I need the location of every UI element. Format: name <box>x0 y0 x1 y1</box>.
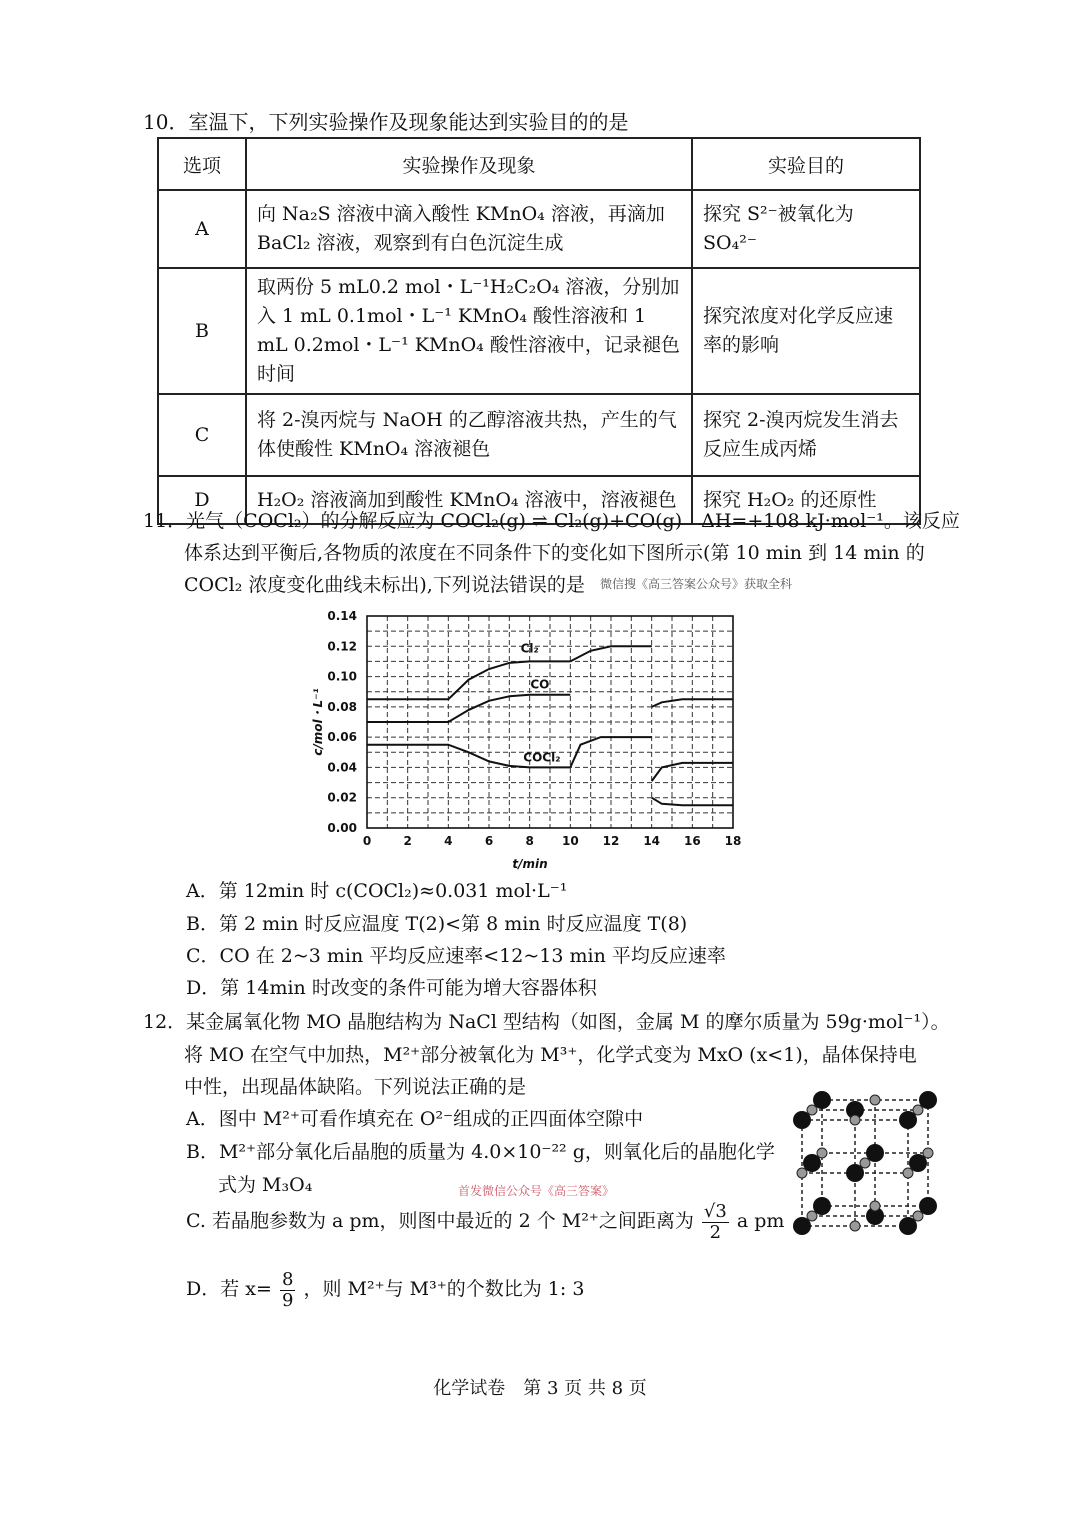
y-tick-label: 0.02 <box>327 790 357 805</box>
q11-option-d: D．第 14min 时改变的条件可能为增大容器体积 <box>186 977 597 999</box>
x-tick-label: 14 <box>643 834 661 848</box>
x-tick-label: 0 <box>362 834 372 848</box>
q11-line1: 11．光气（COCl₂）的分解反应为 COCl₂(g) ⇌ Cl₂(g)+CO(g) ΔH=+108 kJ·mol⁻¹。该反应 <box>143 510 960 532</box>
row-aim: 探究浓度对化学反应速率的影响 <box>692 268 920 394</box>
x-tick-label: 10 <box>561 834 579 848</box>
q12-option-b-line1: B．M²⁺部分氧化后晶胞的质量为 4.0×10⁻²² g，则氧化后的晶胞化学 <box>186 1141 775 1163</box>
q12-option-b-line2: 式为 M₃O₄ <box>218 1174 313 1196</box>
q11-line2: 体系达到平衡后,各物质的浓度在不同条件下的变化如下图所示(第 10 min 到 14 min 的 <box>184 542 925 564</box>
q11-line3: COCl₂ 浓度变化曲线未标出),下列说法错误的是 <box>184 574 585 596</box>
q12-line1: 12．某金属氧化物 MO 晶胞结构为 NaCl 型结构（如图，金属 M 的摩尔质量为 59g·mol⁻¹）。 <box>143 1011 950 1033</box>
watermark-text-2: 首发微信公众号《高三答案》 <box>458 1184 615 1198</box>
row-option: D <box>158 476 246 524</box>
table-row <box>158 394 920 476</box>
y-tick-label: 0.10 <box>327 669 357 684</box>
fraction-denominator: 9 <box>281 1289 294 1311</box>
q12-line3: 中性，出现晶体缺陷。下列说法正确的是 <box>184 1076 527 1098</box>
experiment-table <box>157 137 921 525</box>
x-tick-label: 16 <box>683 834 701 848</box>
x-tick-label: 18 <box>724 834 742 848</box>
table-row <box>158 190 920 268</box>
y-tick-label: 0.06 <box>327 730 357 745</box>
y-tick-label: 0.12 <box>327 639 357 654</box>
page-footer: 化学试卷 第 3 页 共 8 页 <box>433 1378 647 1399</box>
table-header-row <box>158 138 920 190</box>
q10-stem: 10．室温下，下列实验操作及现象能达到实验目的的是 <box>143 110 629 134</box>
y-axis-label: c/mol・L⁻¹ <box>311 688 325 756</box>
row-option: A <box>158 190 246 268</box>
option-c-text: C. 若晶胞参数为 a pm，则图中最近的 2 个 M²⁺之间距离为 <box>186 1210 694 1232</box>
row-aim: 探究 S²⁻被氧化为 SO₄²⁻ <box>692 190 920 268</box>
row-operation: H₂O₂ 溶液滴加到酸性 KMnO₄ 溶液中，溶液褪色 <box>246 476 692 524</box>
q11-option-a: A．第 12min 时 c(COCl₂)≈0.031 mol·L⁻¹ <box>186 880 568 902</box>
fraction-numerator: 8 <box>281 1268 294 1290</box>
y-tick-label: 0.04 <box>327 760 357 775</box>
fraction-8-over-9 <box>280 1270 295 1311</box>
nacl-crystal-cell-diagram <box>790 1088 940 1238</box>
y-tick-label: 0.00 <box>327 821 357 835</box>
row-operation: 向 Na₂S 溶液中滴入酸性 KMnO₄ 溶液，再滴加 BaCl₂ 溶液，观察到有白色沉淀生成 <box>246 190 692 268</box>
header-option: 选项 <box>158 138 246 190</box>
table-row <box>158 268 920 394</box>
series-label: COCl₂ <box>523 750 561 765</box>
y-tick-label: 0.08 <box>327 699 357 714</box>
header-operation: 实验操作及现象 <box>246 138 692 190</box>
concentration-chart <box>300 600 760 880</box>
header-aim: 实验目的 <box>692 138 920 190</box>
q12-option-a: A．图中 M²⁺可看作填充在 O²⁻组成的正四面体空隙中 <box>186 1108 644 1130</box>
option-d-rest: ，则 M²⁺与 M³⁺的个数比为 1: 3 <box>303 1278 585 1300</box>
series-label: Cl₂ <box>520 641 539 656</box>
watermark-text: 微信搜《高三答案公众号》获取全科 <box>600 577 793 591</box>
q11-option-c: C．CO 在 2~3 min 平均反应速率<12~13 min 平均反应速率 <box>186 945 726 967</box>
q12-option-c <box>186 1200 784 1243</box>
row-aim: 探究 H₂O₂ 的还原性 <box>692 476 920 524</box>
x-tick-label: 12 <box>602 834 620 848</box>
row-operation: 将 2-溴丙烷与 NaOH 的乙醇溶液共热，产生的气体使酸性 KMnO₄ 溶液褪色 <box>246 394 692 476</box>
fraction-sqrt3-over-2 <box>702 1202 729 1243</box>
row-option: C <box>158 394 246 476</box>
x-axis-label: t/min <box>512 857 548 871</box>
x-tick-label: 4 <box>444 834 453 848</box>
row-option: B <box>158 268 246 394</box>
fraction-numerator: √3 <box>703 1200 727 1222</box>
x-tick-label: 2 <box>403 834 412 848</box>
q12-line2: 将 MO 在空气中加热，M²⁺部分被氧化为 M³⁺，化学式变为 MxO (x<1)，晶体保持电 <box>184 1044 917 1066</box>
q11-option-b: B．第 2 min 时反应温度 T(2)<第 8 min 时反应温度 T(8) <box>186 913 688 935</box>
q12-option-d <box>186 1266 584 1312</box>
x-tick-label: 8 <box>525 834 534 848</box>
option-c-unit: a pm <box>736 1210 785 1232</box>
x-tick-label: 6 <box>484 834 494 848</box>
row-aim: 探究 2-溴丙烷发生消去反应生成丙烯 <box>692 394 920 476</box>
series-label: CO <box>530 677 550 692</box>
fraction-denominator: 2 <box>709 1221 722 1243</box>
y-tick-label: 0.14 <box>327 609 357 623</box>
option-d-text: D．若 x= <box>186 1278 272 1300</box>
row-operation: 取两份 5 mL0.2 mol・L⁻¹H₂C₂O₄ 溶液，分别加入 1 mL 0.1mol・L⁻¹ KMnO₄ 酸性溶液和 1 mL 0.2mol・L⁻¹ KMnO₄ 酸性溶液中，记录褪色时间 <box>246 268 692 394</box>
